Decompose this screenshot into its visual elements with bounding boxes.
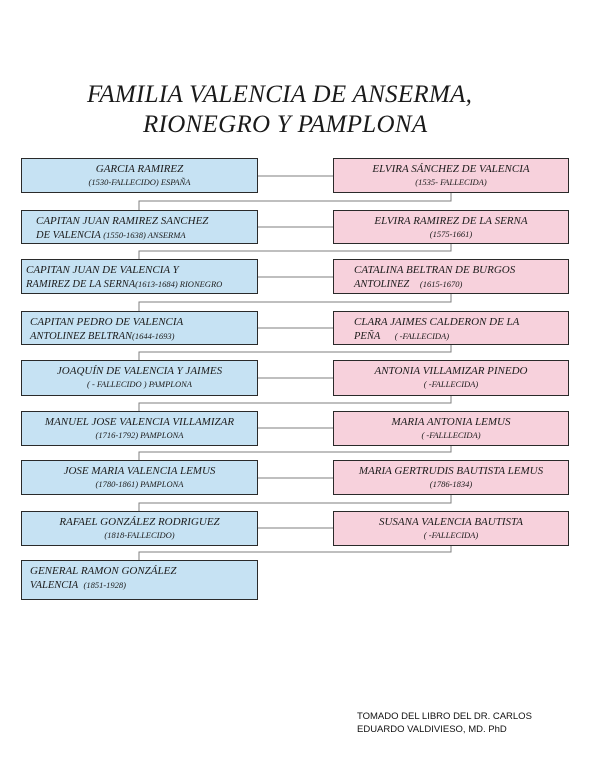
person-name: GENERAL RAMON GONZÁLEZ (30, 565, 177, 577)
person-dates: (1550-1638) ANSERMA (103, 230, 186, 240)
person-name: JOSE MARIA VALENCIA LEMUS (63, 465, 216, 477)
person-dates: (1716-1792) PAMPLONA (95, 430, 184, 440)
person-box-manuel-jose-valencia (21, 411, 258, 446)
person-box-clara-jaimes (333, 311, 569, 345)
person-name: GARCIA RAMIREZ (95, 163, 184, 175)
person-name-line2: ANTOLINEZ (354, 279, 410, 290)
person-dates: (1615-1670) (419, 279, 463, 289)
person-dates: (1644-1693) (132, 331, 175, 341)
title-line-1: FAMILIA VALENCIA DE ANSERMA, (87, 81, 473, 108)
person-name: ANTONIA VILLAMIZAR PINEDO (374, 365, 528, 377)
person-name: CLARA JAIMES CALDERON DE LA (354, 316, 520, 328)
person-box-pedro-de-valencia (21, 311, 258, 345)
person-box-general-ramon-gonzalez (21, 560, 258, 600)
person-box-elvira-ramirez (333, 210, 569, 244)
person-dates: (1786-1834) (429, 479, 473, 489)
person-name: ELVIRA SÁNCHEZ DE VALENCIA (372, 163, 530, 175)
person-dates: ( -FALLLECIDA) (421, 430, 481, 440)
person-name-line2: DE VALENCIA (36, 230, 101, 241)
person-dates: (1818-FALLECIDO) (104, 530, 175, 540)
person-dates: (1535- FALLECIDA) (415, 177, 487, 187)
source-line-1: TOMADO DEL LIBRO DEL DR. CARLOS (357, 711, 532, 722)
person-dates: ( -FALLECIDA) (394, 331, 450, 341)
person-name-line2: ANTOLINEZ BELTRAN (30, 331, 132, 342)
person-box-garcia-ramirez (21, 158, 258, 193)
person-box-joaquin-de-valencia (21, 360, 258, 396)
person-box-juan-ramirez-sanchez (21, 210, 258, 244)
person-box-juan-de-valencia (21, 259, 258, 294)
person-box-elvira-sanchez (333, 158, 569, 193)
person-name-line2: RAMIREZ DE LA SERNA (26, 279, 136, 290)
person-name-line2: PEÑA (354, 331, 381, 342)
person-name: CAPITAN PEDRO DE VALENCIA (30, 316, 184, 328)
person-name: CAPITAN JUAN RAMIREZ SANCHEZ (36, 215, 209, 227)
person-dates: (1780-1861) PAMPLONA (95, 479, 184, 489)
person-dates: (1613-1684) RIONEGRO (135, 279, 223, 289)
person-box-maria-gertrudis-bautista (333, 460, 569, 495)
person-box-rafael-gonzalez (21, 511, 258, 546)
person-name: JOAQUÍN DE VALENCIA Y JAIMES (56, 365, 223, 377)
person-dates: (1530-FALLECIDO) ESPAÑA (88, 177, 191, 187)
person-name: CATALINA BELTRAN DE BURGOS (354, 264, 516, 276)
source-line-2: EDUARDO VALDIVIESO, MD. PhD (357, 724, 507, 735)
person-name: MANUEL JOSE VALENCIA VILLAMIZAR (44, 416, 235, 428)
person-box-catalina-beltran (333, 259, 569, 294)
person-name: CAPITAN JUAN DE VALENCIA Y (26, 264, 179, 276)
source-credit (357, 710, 532, 736)
person-name: ELVIRA RAMIREZ DE LA SERNA (374, 215, 528, 227)
person-dates: ( -FALLECIDA) (423, 379, 479, 389)
person-box-jose-maria-valencia (21, 460, 258, 495)
title-line-2: RIONEGRO Y PAMPLONA (143, 111, 428, 138)
person-box-antonia-villamizar (333, 360, 569, 396)
person-name: MARIA GERTRUDIS BAUTISTA LEMUS (358, 465, 544, 477)
person-dates: (1851-1928) (83, 580, 126, 590)
person-box-maria-antonia-lemus (333, 411, 569, 446)
person-name-line2: VALENCIA (30, 580, 79, 591)
person-name: MARIA ANTONIA LEMUS (391, 416, 511, 428)
person-name: SUSANA VALENCIA BAUTISTA (378, 516, 524, 528)
person-dates: ( -FALLECIDA) (423, 530, 479, 540)
person-name: RAFAEL GONZÁLEZ RODRIGUEZ (59, 516, 220, 528)
person-dates: (1575-1661) (429, 229, 473, 239)
person-box-susana-valencia (333, 511, 569, 546)
person-dates: ( - FALLECIDO ) PAMPLONA (87, 379, 192, 389)
